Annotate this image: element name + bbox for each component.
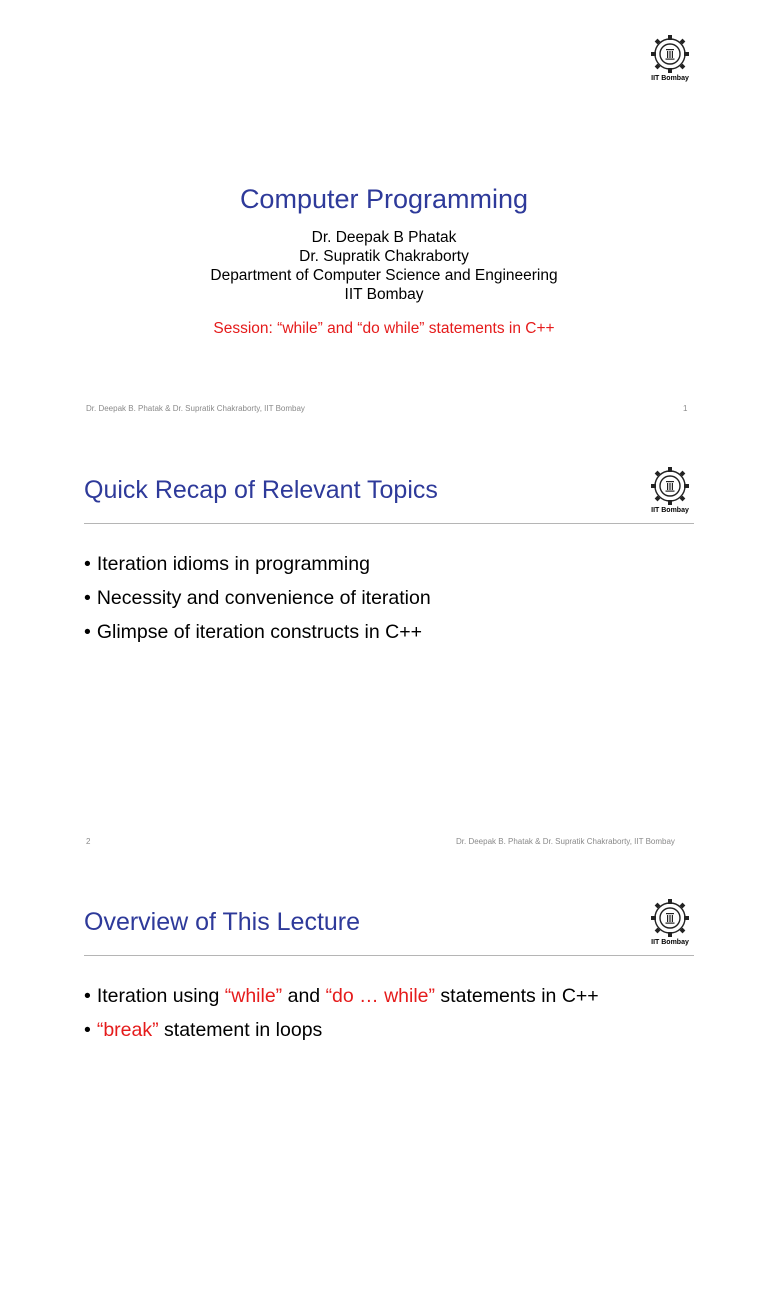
logo-caption: IIT Bombay <box>651 75 689 82</box>
list-item <box>84 979 599 1013</box>
gear-seal-icon <box>650 898 690 938</box>
list-item: • Iteration idioms in programming <box>84 547 431 581</box>
bullet-text: Iteration using <box>96 985 225 1007</box>
slide-page-number: 2 <box>86 837 91 846</box>
iit-bombay-logo <box>648 466 692 514</box>
keyword-break: “break” <box>96 1019 159 1041</box>
course-title: Computer Programming <box>239 184 529 214</box>
institute-name: IIT Bombay <box>344 286 424 303</box>
slide-overview <box>0 864 768 1296</box>
logo-caption: IIT Bombay <box>651 507 689 514</box>
author-block <box>0 228 768 304</box>
iit-bombay-logo <box>648 34 692 82</box>
bullet-text: statements in C++ <box>435 985 599 1007</box>
bullet-list <box>84 547 431 649</box>
title-divider <box>84 955 694 956</box>
iit-bombay-logo <box>648 898 692 946</box>
slide-recap <box>0 432 768 864</box>
session-subtitle: Session: “while” and “do while” statements in C++ <box>213 320 555 337</box>
bullet-text: and <box>282 985 326 1007</box>
department-name: Department of Computer Science and Engineering <box>210 267 558 284</box>
keyword-while: “while” <box>224 985 283 1007</box>
slide-footer-credits: Dr. Deepak B. Phatak & Dr. Supratik Chakraborty, IIT Bombay <box>456 837 675 846</box>
slide-heading: Overview of This Lecture <box>84 908 361 936</box>
author-name: Dr. Supratik Chakraborty <box>299 248 469 265</box>
gear-seal-icon <box>650 466 690 506</box>
slide-page-number: 1 <box>683 404 688 413</box>
logo-caption: IIT Bombay <box>651 939 689 946</box>
author-name: Dr. Deepak B Phatak <box>311 229 457 246</box>
slide-footer-credits: Dr. Deepak B. Phatak & Dr. Supratik Chakraborty, IIT Bombay <box>86 404 305 413</box>
slide-title-page <box>0 0 768 432</box>
slide-heading: Quick Recap of Relevant Topics <box>84 476 438 504</box>
keyword-do-while: “do … while” <box>325 985 436 1007</box>
list-item <box>84 1013 599 1047</box>
bullet-list <box>84 979 599 1047</box>
title-divider <box>84 523 694 524</box>
list-item: • Necessity and convenience of iteration <box>84 581 431 615</box>
list-item: • Glimpse of iteration constructs in C++ <box>84 615 431 649</box>
gear-seal-icon <box>650 34 690 74</box>
bullet-text: statement in loops <box>158 1019 323 1041</box>
